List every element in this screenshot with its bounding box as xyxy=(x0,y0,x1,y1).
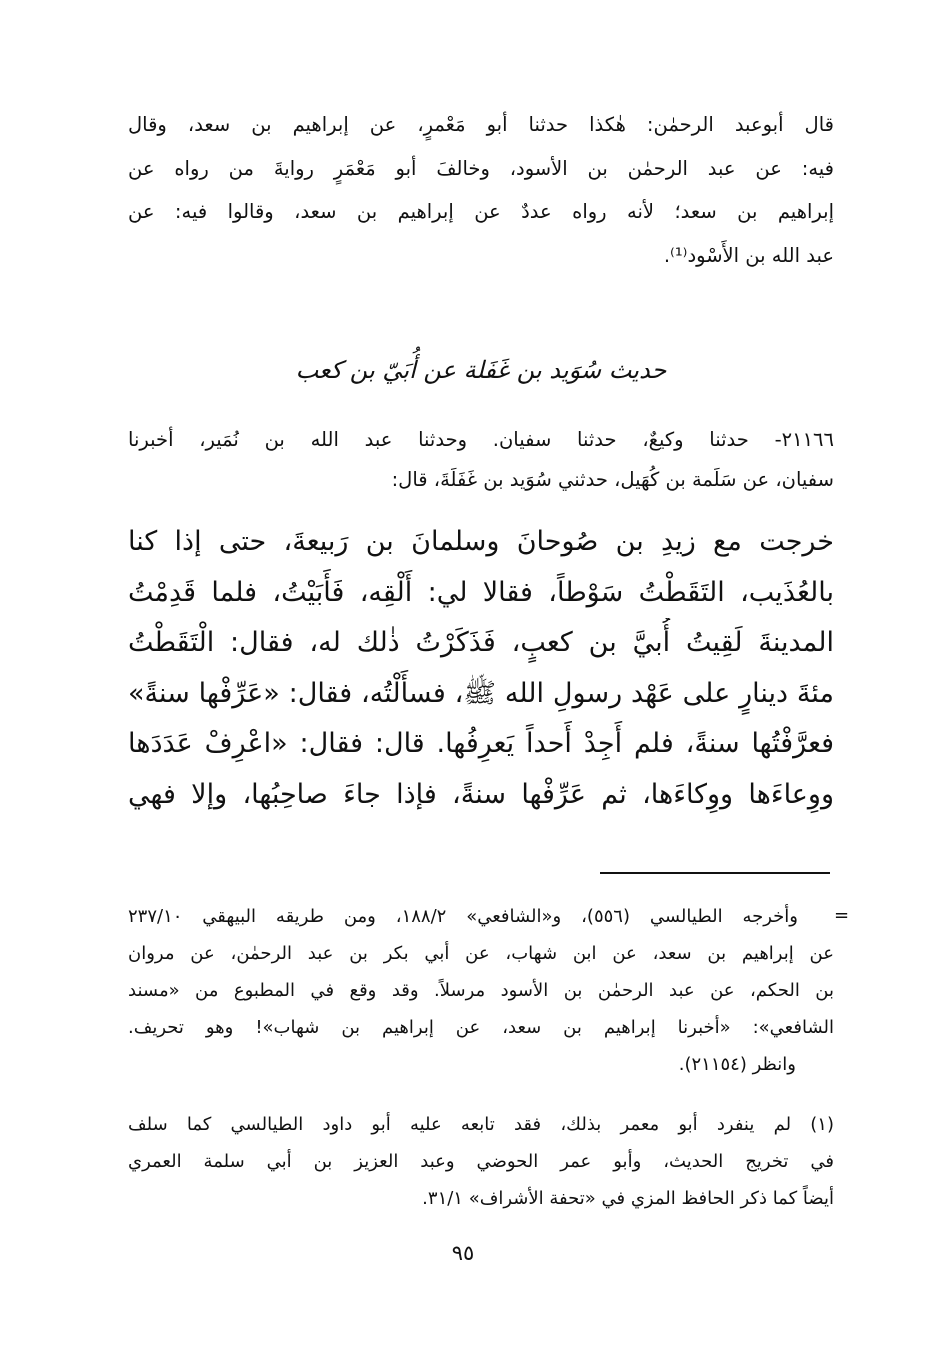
footnote-line: أيضاً كما ذكر الحافظ المزي في «تحفة الأشراف» ٣١/١. xyxy=(422,1188,834,1209)
intro-line: إبراهيم بن سعد؛ لأنه رواه عددٌ عن إبراهيم بن سعد، وقالوا فيه: عن xyxy=(128,200,834,223)
isnad-line: ٢١١٦٦- حدثنا وكيعٌ، حدثنا سفيان. وحدثنا عبد الله بن نُمَير، أخبرنا xyxy=(128,428,834,451)
intro-line: قال أبوعبد الرحمٰن: هٰكذا حدثنا أبو مَعْمرٍ، عن إبراهيم بن سعد، وقال xyxy=(128,113,834,136)
matn-line: فعرَّفْتُها سنةً، فلم أَجِدْ أَحداً يَعرِفُها. قال: فقال: «اعْرِفْ عَدَدَها xyxy=(128,728,834,759)
page-number: ٩٥ xyxy=(451,1241,475,1265)
footnote-line: وأخرجه الطيالسي (٥٥٦)، و«الشافعي» ١٨٨/٢، ومن طريقه البيهقي ٢٣٧/١٠ xyxy=(128,906,798,927)
footnote-line: الشافعي»: «أخبرنا إبراهيم بن سعد، عن إبراهيم بن شهاب»! وهو تحريف. xyxy=(128,1017,834,1038)
intro-line: عبد الله بن الأَسْود⁽¹⁾. xyxy=(663,243,834,267)
footnote-continuation xyxy=(128,898,834,1083)
footnote-line: (١) لم ينفرد أبو معمر بذلك، فقد تابعه عليه أبو داود الطيالسي كما سلف xyxy=(128,1114,834,1135)
matn-line: المدينةَ لَقِيتُ أُبيَّ بن كعبٍ، فَذَكَرْتُ ذٰلك له، فقال: الْتَقَطْتُ xyxy=(128,627,834,658)
footnote-line: وانظر (٢١١٥٤). xyxy=(678,1054,796,1075)
matn-line: خرجت مع زيدِ بن صُوحانَ وسلمانَ بن رَبيعةَ، حتى إذا كنا xyxy=(128,526,834,557)
intro-line: فيه: عن عبد الرحمٰن بن الأسود، وخالفَ أبو مَعْمَرٍ روايةَ من رواه عن xyxy=(128,156,834,180)
footnote-separator xyxy=(600,872,830,874)
footnote-1 xyxy=(128,1106,834,1217)
footnote-line: في تخريج الحديث، وأبو عمر الحوضي وعبد العزيز بن أبي سلمة العمري xyxy=(128,1151,834,1172)
hadith-matn xyxy=(128,517,834,820)
hadith-isnad xyxy=(128,420,834,500)
footnote-line: بن الحكم، عن عبد الرحمٰن بن الأسود مرسلاً. وقد وقع في المطبوع من «مسند xyxy=(128,980,834,1001)
matn-line: ووِعاءَها ووِكاءَها، ثم عَرِّفْها سنةً، فإذا جاءَ صاحِبُها، وإلا فهي xyxy=(128,778,834,810)
isnad-line: سفيان، عن سَلَمة بن كُهَيل، حدثني سُوَيد بن غَفَلَةَ، قال: xyxy=(391,468,834,491)
matn-line: مئةَ دينارٍ على عَهْد رسولِ الله ﷺ، فسأَلْتُه، فقال: «عَرِّفْها سنةً» xyxy=(128,677,834,709)
section-heading: حديث سُوَيد بن غَفَلة عن أُبَيّ بن كعب xyxy=(295,356,667,384)
footnote-line: عن إبراهيم بن سعد، عن ابن شهاب، عن أبي بكر بن عبد الرحمٰن، عن مروان xyxy=(128,943,834,964)
intro-paragraph xyxy=(128,103,834,277)
matn-line: بالعُذَيب، التَقَطْتُ سَوْطاً، فقالا لي: أَلْقِه، فَأَبَيْتُ، فلما قَدِمْتُ xyxy=(128,576,834,608)
footnote-continuation-mark: = xyxy=(834,905,850,926)
